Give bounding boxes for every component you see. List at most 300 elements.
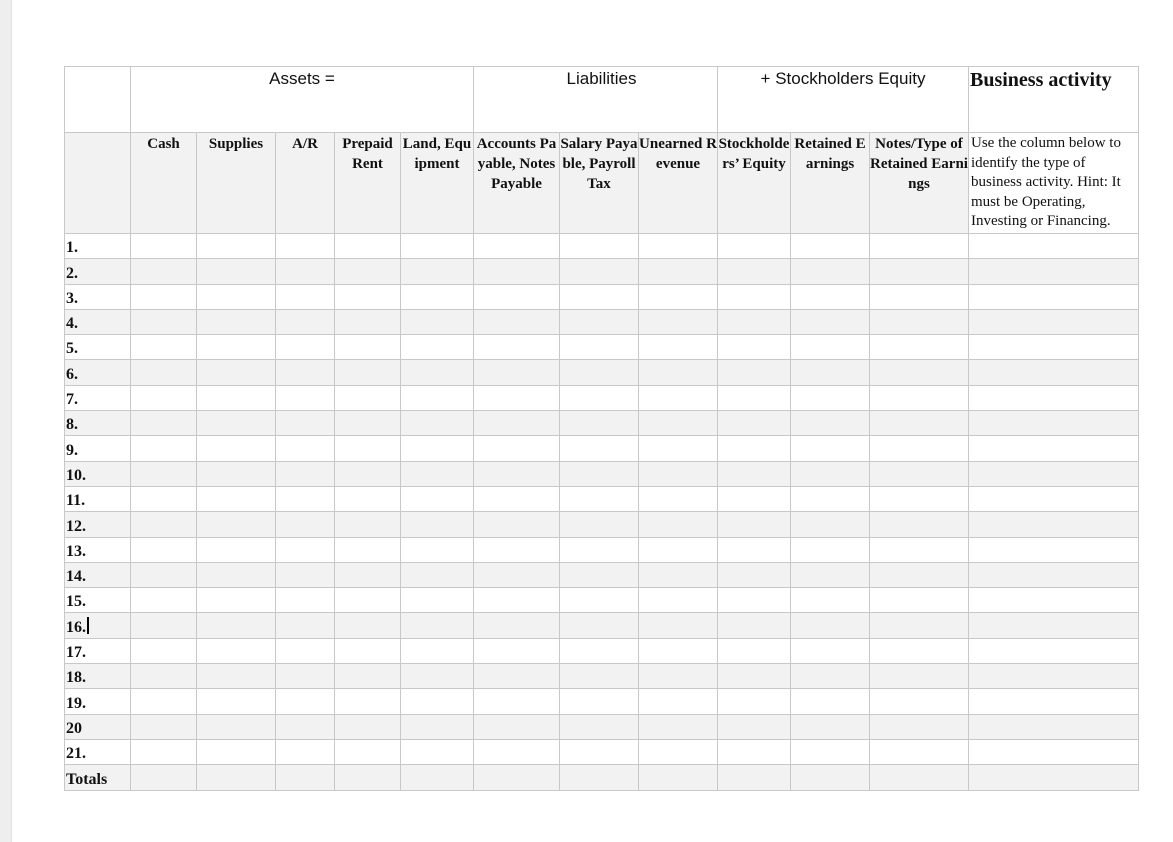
- entry-cell[interactable]: [197, 360, 276, 385]
- column-header-4[interactable]: Prepaid Rent: [335, 133, 401, 234]
- entry-cell[interactable]: [639, 309, 718, 334]
- entry-cell[interactable]: [131, 638, 197, 663]
- entry-cell[interactable]: [197, 486, 276, 511]
- entry-cell[interactable]: [335, 765, 401, 790]
- entry-cell[interactable]: [969, 689, 1139, 714]
- entry-cell[interactable]: [335, 537, 401, 562]
- entry-cell[interactable]: [560, 360, 639, 385]
- entry-cell[interactable]: [401, 486, 474, 511]
- entry-cell[interactable]: [560, 234, 639, 259]
- entry-cell[interactable]: [131, 512, 197, 537]
- entry-cell[interactable]: [639, 765, 718, 790]
- entry-cell[interactable]: [401, 385, 474, 410]
- entry-cell[interactable]: [276, 309, 335, 334]
- entry-cell[interactable]: [197, 765, 276, 790]
- entry-cell[interactable]: [335, 259, 401, 284]
- column-header-7[interactable]: Salary Payable, Payroll Tax: [560, 133, 639, 234]
- entry-cell[interactable]: [791, 436, 870, 461]
- entry-cell[interactable]: [791, 411, 870, 436]
- entry-cell[interactable]: [131, 486, 197, 511]
- entry-cell[interactable]: [131, 309, 197, 334]
- entry-cell[interactable]: [639, 360, 718, 385]
- entry-cell[interactable]: [969, 259, 1139, 284]
- entry-cell[interactable]: [791, 385, 870, 410]
- entry-cell[interactable]: [718, 588, 791, 613]
- entry-cell[interactable]: [131, 739, 197, 764]
- entry-cell[interactable]: [401, 284, 474, 309]
- entry-cell[interactable]: [718, 385, 791, 410]
- row-label[interactable]: [65, 512, 131, 537]
- entry-cell[interactable]: [474, 638, 560, 663]
- entry-cell[interactable]: [791, 638, 870, 663]
- row-label[interactable]: [65, 360, 131, 385]
- entry-cell[interactable]: [560, 461, 639, 486]
- entry-cell[interactable]: [474, 284, 560, 309]
- entry-cell[interactable]: [335, 385, 401, 410]
- entry-cell[interactable]: [718, 411, 791, 436]
- entry-cell[interactable]: [791, 335, 870, 360]
- entry-cell[interactable]: [276, 562, 335, 587]
- entry-cell[interactable]: [870, 360, 969, 385]
- entry-cell[interactable]: [131, 714, 197, 739]
- entry-cell[interactable]: [560, 411, 639, 436]
- entry-cell[interactable]: [560, 436, 639, 461]
- column-header-9[interactable]: Stockholders’ Equity: [718, 133, 791, 234]
- entry-cell[interactable]: [276, 461, 335, 486]
- entry-cell[interactable]: [276, 664, 335, 689]
- entry-cell[interactable]: [870, 335, 969, 360]
- row-label[interactable]: [65, 739, 131, 764]
- entry-cell[interactable]: [401, 360, 474, 385]
- entry-cell[interactable]: [335, 739, 401, 764]
- entry-cell[interactable]: [791, 234, 870, 259]
- entry-cell[interactable]: [791, 537, 870, 562]
- entry-cell[interactable]: [560, 537, 639, 562]
- entry-cell[interactable]: [474, 689, 560, 714]
- row-label[interactable]: [65, 613, 131, 638]
- entry-cell[interactable]: [131, 234, 197, 259]
- entry-cell[interactable]: [335, 411, 401, 436]
- entry-cell[interactable]: [131, 664, 197, 689]
- entry-cell[interactable]: [969, 436, 1139, 461]
- entry-cell[interactable]: [197, 411, 276, 436]
- entry-cell[interactable]: [718, 638, 791, 663]
- entry-cell[interactable]: [969, 234, 1139, 259]
- entry-cell[interactable]: [870, 765, 969, 790]
- entry-cell[interactable]: [474, 461, 560, 486]
- entry-cell[interactable]: [197, 385, 276, 410]
- entry-cell[interactable]: [969, 739, 1139, 764]
- entry-cell[interactable]: [197, 309, 276, 334]
- entry-cell[interactable]: [560, 664, 639, 689]
- row-label[interactable]: [65, 486, 131, 511]
- entry-cell[interactable]: [791, 461, 870, 486]
- row-label[interactable]: [65, 664, 131, 689]
- entry-cell[interactable]: [197, 461, 276, 486]
- entry-cell[interactable]: [131, 284, 197, 309]
- group-assets[interactable]: Assets =: [131, 67, 474, 133]
- entry-cell[interactable]: [639, 588, 718, 613]
- entry-cell[interactable]: [870, 486, 969, 511]
- entry-cell[interactable]: [870, 436, 969, 461]
- entry-cell[interactable]: [335, 613, 401, 638]
- entry-cell[interactable]: [474, 385, 560, 410]
- entry-cell[interactable]: [639, 461, 718, 486]
- column-header-5[interactable]: Land, Equipment: [401, 133, 474, 234]
- entry-cell[interactable]: [474, 486, 560, 511]
- entry-cell[interactable]: [474, 309, 560, 334]
- entry-cell[interactable]: [560, 689, 639, 714]
- entry-cell[interactable]: [474, 512, 560, 537]
- entry-cell[interactable]: [131, 588, 197, 613]
- entry-cell[interactable]: [276, 486, 335, 511]
- entry-cell[interactable]: [474, 739, 560, 764]
- entry-cell[interactable]: [791, 512, 870, 537]
- column-header-11[interactable]: Notes/Type of Retained Earnings: [870, 133, 969, 234]
- entry-cell[interactable]: [791, 486, 870, 511]
- entry-cell[interactable]: [560, 638, 639, 663]
- entry-cell[interactable]: [197, 259, 276, 284]
- entry-cell[interactable]: [560, 512, 639, 537]
- entry-cell[interactable]: [791, 689, 870, 714]
- entry-cell[interactable]: [276, 335, 335, 360]
- entry-cell[interactable]: [401, 259, 474, 284]
- entry-cell[interactable]: [197, 689, 276, 714]
- entry-cell[interactable]: [335, 588, 401, 613]
- row-label[interactable]: [65, 259, 131, 284]
- entry-cell[interactable]: [969, 765, 1139, 790]
- entry-cell[interactable]: [969, 714, 1139, 739]
- entry-cell[interactable]: [969, 284, 1139, 309]
- entry-cell[interactable]: [276, 739, 335, 764]
- entry-cell[interactable]: [639, 284, 718, 309]
- row-label[interactable]: [65, 385, 131, 410]
- entry-cell[interactable]: [276, 638, 335, 663]
- entry-cell[interactable]: [335, 562, 401, 587]
- entry-cell[interactable]: [197, 714, 276, 739]
- entry-cell[interactable]: [197, 284, 276, 309]
- column-header-2[interactable]: Supplies: [197, 133, 276, 234]
- entry-cell[interactable]: [197, 588, 276, 613]
- entry-cell[interactable]: [276, 234, 335, 259]
- entry-cell[interactable]: [969, 664, 1139, 689]
- entry-cell[interactable]: [718, 613, 791, 638]
- entry-cell[interactable]: [474, 537, 560, 562]
- row-label[interactable]: [65, 588, 131, 613]
- entry-cell[interactable]: [791, 284, 870, 309]
- entry-cell[interactable]: [639, 512, 718, 537]
- entry-cell[interactable]: [969, 309, 1139, 334]
- group-liabilities[interactable]: Liabilities: [474, 67, 718, 133]
- entry-cell[interactable]: [197, 664, 276, 689]
- entry-cell[interactable]: [870, 512, 969, 537]
- entry-cell[interactable]: [870, 309, 969, 334]
- row-label[interactable]: [65, 436, 131, 461]
- entry-cell[interactable]: [474, 613, 560, 638]
- entry-cell[interactable]: [335, 284, 401, 309]
- column-header-10[interactable]: Retained Earnings: [791, 133, 870, 234]
- entry-cell[interactable]: [276, 765, 335, 790]
- corner-cell[interactable]: [65, 67, 131, 133]
- entry-cell[interactable]: [197, 638, 276, 663]
- row-label[interactable]: [65, 562, 131, 587]
- entry-cell[interactable]: [131, 436, 197, 461]
- entry-cell[interactable]: [718, 436, 791, 461]
- row-label[interactable]: [65, 234, 131, 259]
- row-label[interactable]: [65, 689, 131, 714]
- entry-cell[interactable]: [560, 284, 639, 309]
- row-label[interactable]: [65, 461, 131, 486]
- entry-cell[interactable]: [131, 562, 197, 587]
- entry-cell[interactable]: [560, 335, 639, 360]
- entry-cell[interactable]: [718, 259, 791, 284]
- entry-cell[interactable]: [718, 335, 791, 360]
- entry-cell[interactable]: [197, 436, 276, 461]
- entry-cell[interactable]: [335, 689, 401, 714]
- entry-cell[interactable]: [718, 714, 791, 739]
- entry-cell[interactable]: [474, 411, 560, 436]
- entry-cell[interactable]: [560, 259, 639, 284]
- entry-cell[interactable]: [401, 234, 474, 259]
- entry-cell[interactable]: [718, 486, 791, 511]
- entry-cell[interactable]: [969, 588, 1139, 613]
- entry-cell[interactable]: [474, 588, 560, 613]
- entry-cell[interactable]: [560, 613, 639, 638]
- entry-cell[interactable]: [197, 613, 276, 638]
- entry-cell[interactable]: [474, 765, 560, 790]
- entry-cell[interactable]: [401, 335, 474, 360]
- entry-cell[interactable]: [335, 335, 401, 360]
- entry-cell[interactable]: [335, 638, 401, 663]
- entry-cell[interactable]: [197, 512, 276, 537]
- entry-cell[interactable]: [335, 461, 401, 486]
- group-business-activity[interactable]: Business activity: [969, 67, 1139, 133]
- entry-cell[interactable]: [401, 664, 474, 689]
- entry-cell[interactable]: [335, 360, 401, 385]
- entry-cell[interactable]: [870, 411, 969, 436]
- entry-cell[interactable]: [791, 664, 870, 689]
- entry-cell[interactable]: [791, 739, 870, 764]
- entry-cell[interactable]: [401, 512, 474, 537]
- entry-cell[interactable]: [276, 689, 335, 714]
- entry-cell[interactable]: [718, 664, 791, 689]
- entry-cell[interactable]: [639, 436, 718, 461]
- entry-cell[interactable]: [718, 512, 791, 537]
- entry-cell[interactable]: [335, 234, 401, 259]
- column-header-6[interactable]: Accounts Payable, Notes Payable: [474, 133, 560, 234]
- entry-cell[interactable]: [560, 739, 639, 764]
- entry-cell[interactable]: [276, 714, 335, 739]
- entry-cell[interactable]: [401, 588, 474, 613]
- entry-cell[interactable]: [639, 335, 718, 360]
- entry-cell[interactable]: [197, 335, 276, 360]
- entry-cell[interactable]: [474, 714, 560, 739]
- entry-cell[interactable]: [870, 537, 969, 562]
- entry-cell[interactable]: [639, 689, 718, 714]
- entry-cell[interactable]: [791, 360, 870, 385]
- entry-cell[interactable]: [131, 537, 197, 562]
- entry-cell[interactable]: [276, 613, 335, 638]
- entry-cell[interactable]: [276, 360, 335, 385]
- entry-cell[interactable]: [870, 461, 969, 486]
- entry-cell[interactable]: [791, 562, 870, 587]
- entry-cell[interactable]: [474, 234, 560, 259]
- entry-cell[interactable]: [474, 562, 560, 587]
- entry-cell[interactable]: [718, 537, 791, 562]
- entry-cell[interactable]: [401, 309, 474, 334]
- entry-cell[interactable]: [560, 765, 639, 790]
- entry-cell[interactable]: [870, 689, 969, 714]
- entry-cell[interactable]: [197, 537, 276, 562]
- row-label[interactable]: [65, 309, 131, 334]
- business-activity-instructions[interactable]: Use the column below to identify the type of business activity. Hint: It must be Operating, Investing or Financing.: [969, 133, 1139, 234]
- entry-cell[interactable]: [335, 486, 401, 511]
- entry-cell[interactable]: [401, 436, 474, 461]
- entry-cell[interactable]: [639, 259, 718, 284]
- entry-cell[interactable]: [276, 588, 335, 613]
- entry-cell[interactable]: [276, 411, 335, 436]
- entry-cell[interactable]: [718, 234, 791, 259]
- entry-cell[interactable]: [718, 765, 791, 790]
- entry-cell[interactable]: [131, 259, 197, 284]
- row-label[interactable]: [65, 284, 131, 309]
- entry-cell[interactable]: [401, 689, 474, 714]
- entry-cell[interactable]: [197, 739, 276, 764]
- entry-cell[interactable]: [131, 689, 197, 714]
- entry-cell[interactable]: [718, 309, 791, 334]
- column-header-8[interactable]: Unearned Revenue: [639, 133, 718, 234]
- entry-cell[interactable]: [969, 385, 1139, 410]
- entry-cell[interactable]: [131, 360, 197, 385]
- entry-cell[interactable]: [131, 335, 197, 360]
- entry-cell[interactable]: [401, 765, 474, 790]
- entry-cell[interactable]: [401, 537, 474, 562]
- entry-cell[interactable]: [791, 714, 870, 739]
- entry-cell[interactable]: [401, 638, 474, 663]
- entry-cell[interactable]: [335, 664, 401, 689]
- row-label[interactable]: [65, 335, 131, 360]
- entry-cell[interactable]: [639, 739, 718, 764]
- entry-cell[interactable]: [197, 562, 276, 587]
- entry-cell[interactable]: [718, 562, 791, 587]
- column-header-1[interactable]: Cash: [131, 133, 197, 234]
- entry-cell[interactable]: [639, 638, 718, 663]
- entry-cell[interactable]: [335, 512, 401, 537]
- entry-cell[interactable]: [560, 714, 639, 739]
- entry-cell[interactable]: [639, 664, 718, 689]
- entry-cell[interactable]: [401, 613, 474, 638]
- entry-cell[interactable]: [131, 385, 197, 410]
- entry-cell[interactable]: [718, 461, 791, 486]
- entry-cell[interactable]: [791, 309, 870, 334]
- entry-cell[interactable]: [718, 689, 791, 714]
- entry-cell[interactable]: [870, 284, 969, 309]
- entry-cell[interactable]: [870, 588, 969, 613]
- entry-cell[interactable]: [276, 512, 335, 537]
- entry-cell[interactable]: [131, 461, 197, 486]
- entry-cell[interactable]: [718, 284, 791, 309]
- entry-cell[interactable]: [870, 385, 969, 410]
- entry-cell[interactable]: [197, 234, 276, 259]
- entry-cell[interactable]: [474, 436, 560, 461]
- entry-cell[interactable]: [870, 638, 969, 663]
- entry-cell[interactable]: [870, 613, 969, 638]
- entry-cell[interactable]: [639, 486, 718, 511]
- entry-cell[interactable]: [969, 360, 1139, 385]
- entry-cell[interactable]: [870, 739, 969, 764]
- entry-cell[interactable]: [560, 486, 639, 511]
- entry-cell[interactable]: [969, 638, 1139, 663]
- entry-cell[interactable]: [474, 335, 560, 360]
- row-label[interactable]: [65, 765, 131, 790]
- entry-cell[interactable]: [401, 411, 474, 436]
- entry-cell[interactable]: [560, 385, 639, 410]
- row-label-header[interactable]: [65, 133, 131, 234]
- entry-cell[interactable]: [791, 765, 870, 790]
- entry-cell[interactable]: [276, 385, 335, 410]
- entry-cell[interactable]: [276, 259, 335, 284]
- entry-cell[interactable]: [639, 562, 718, 587]
- entry-cell[interactable]: [870, 664, 969, 689]
- entry-cell[interactable]: [791, 259, 870, 284]
- entry-cell[interactable]: [401, 562, 474, 587]
- group-stockholders-equity[interactable]: + Stockholders Equity: [718, 67, 969, 133]
- entry-cell[interactable]: [401, 714, 474, 739]
- row-label[interactable]: [65, 638, 131, 663]
- entry-cell[interactable]: [560, 309, 639, 334]
- entry-cell[interactable]: [969, 411, 1139, 436]
- entry-cell[interactable]: [474, 360, 560, 385]
- entry-cell[interactable]: [639, 613, 718, 638]
- entry-cell[interactable]: [639, 537, 718, 562]
- column-header-3[interactable]: A/R: [276, 133, 335, 234]
- row-label[interactable]: [65, 411, 131, 436]
- entry-cell[interactable]: [560, 588, 639, 613]
- entry-cell[interactable]: [335, 309, 401, 334]
- entry-cell[interactable]: [401, 739, 474, 764]
- entry-cell[interactable]: [639, 234, 718, 259]
- entry-cell[interactable]: [969, 537, 1139, 562]
- entry-cell[interactable]: [969, 613, 1139, 638]
- entry-cell[interactable]: [870, 562, 969, 587]
- entry-cell[interactable]: [870, 714, 969, 739]
- entry-cell[interactable]: [474, 664, 560, 689]
- entry-cell[interactable]: [560, 562, 639, 587]
- entry-cell[interactable]: [474, 259, 560, 284]
- entry-cell[interactable]: [131, 765, 197, 790]
- entry-cell[interactable]: [639, 411, 718, 436]
- entry-cell[interactable]: [131, 411, 197, 436]
- entry-cell[interactable]: [718, 739, 791, 764]
- row-label[interactable]: [65, 537, 131, 562]
- entry-cell[interactable]: [276, 537, 335, 562]
- entry-cell[interactable]: [791, 588, 870, 613]
- entry-cell[interactable]: [969, 486, 1139, 511]
- entry-cell[interactable]: [791, 613, 870, 638]
- entry-cell[interactable]: [276, 436, 335, 461]
- entry-cell[interactable]: [870, 234, 969, 259]
- entry-cell[interactable]: [335, 436, 401, 461]
- entry-cell[interactable]: [969, 335, 1139, 360]
- entry-cell[interactable]: [639, 714, 718, 739]
- entry-cell[interactable]: [131, 613, 197, 638]
- row-label[interactable]: [65, 714, 131, 739]
- entry-cell[interactable]: [718, 360, 791, 385]
- entry-cell[interactable]: [401, 461, 474, 486]
- entry-cell[interactable]: [870, 259, 969, 284]
- entry-cell[interactable]: [969, 461, 1139, 486]
- entry-cell[interactable]: [969, 562, 1139, 587]
